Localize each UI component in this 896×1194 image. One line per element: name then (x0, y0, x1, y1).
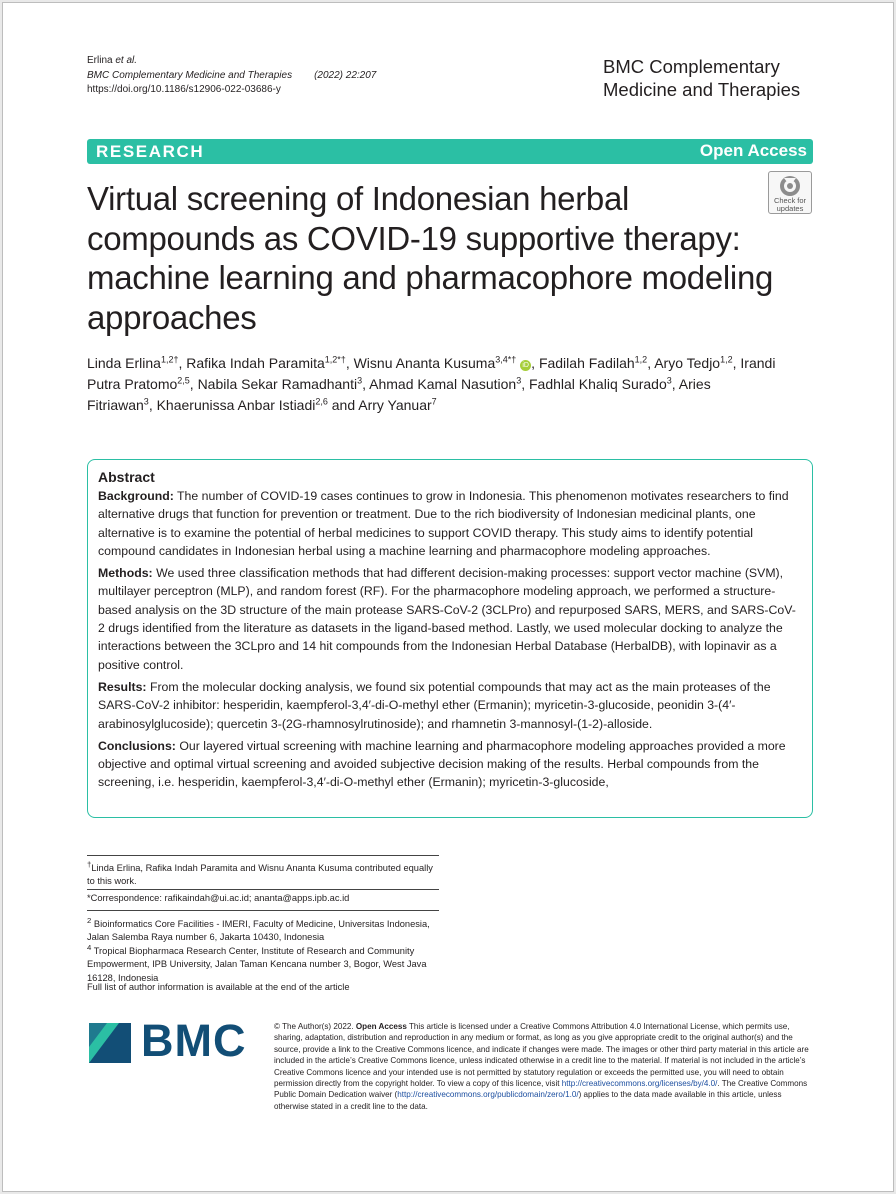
contribution-footnote: †Linda Erlina, Rafika Indah Paramita and Wisnu Ananta Kusuma contributed equally to this work. (87, 860, 433, 887)
author-affiliation-marker: 3 (143, 396, 149, 407)
article-type-banner (87, 139, 813, 164)
author-name: Ahmad Kamal Nasution (369, 376, 517, 392)
year-volume: (2022) 22:207 (314, 69, 377, 81)
et-al: et al. (115, 55, 138, 66)
author-name: Arry Yanuar (358, 397, 432, 413)
author-separator: , (148, 397, 157, 413)
author-separator: , (345, 355, 354, 371)
author-affiliation-marker: 3 (357, 375, 363, 386)
author-separator: , (178, 355, 187, 371)
author-name: Nabila Sekar Ramadhanti (197, 376, 358, 392)
abstract-heading: Abstract (98, 469, 155, 485)
abstract-methods: Methods: We used three classification methods that had different decision-making processes: support vector machine (SVM), multilayer perceptron (MLP), and random forest (RF). For the pharmacophore modeling approach, we performed a structure-based analysis on the 3D structure of the main protease SARS-CoV-2 (3CLPro) and repurposed SARS, MERS, and SARS-CoV-2 drugs identified from the literature as datasets in the ligand-based method. Lastly, we used molecular docking to analyze the interactions between the 3CLpro and 14 hit compounds from the Indonesian Herbal Database (HerbalDB), with lopinavir as a positive control. (98, 566, 796, 672)
journal-name: BMC Complementary Medicine and Therapies (87, 69, 293, 81)
article-page (2, 2, 894, 1192)
author-name: Aries Fitriawan (87, 376, 711, 413)
author-affiliation-marker: 3 (516, 375, 522, 386)
author-list (87, 353, 777, 416)
author-separator: , (521, 376, 529, 392)
bmc-logo (89, 1015, 254, 1066)
journal-masthead-line1: BMC Complementary (603, 56, 780, 77)
full-author-info-note: Full list of author information is available at the end of the article (87, 982, 350, 992)
abstract-box (87, 459, 813, 818)
author-affiliation-marker: 1,2 (634, 354, 648, 365)
check-updates-line2: updates (776, 204, 804, 213)
author-separator: , (647, 355, 655, 371)
cc-zero-link[interactable]: http://creativecommons.org/publicdomain/zero/1.0/ (397, 1090, 579, 1100)
citation-header (87, 54, 376, 98)
license-statement: © The Author(s) 2022. Open Access This article is licensed under a Creative Commons Attribution 4.0 International License, which permits use, sharing, adaptation, distribution and reproduction in any medium or format, as long as you give appropriate credit to the original author(s) and the source, provide a link to the Creative Commons licence, and indicate if changes were made. The images or other third party material in this article are included in the article’s Creative Commons licence, unless indicated otherwise in a credit line to the material. If material is not included in the article’s Creative Commons licence and your intended use is not permitted by statutory regulation or exceeds the permitted use, you will need to obtain permission directly from the copyright holder. To view a copy of this licence, visit http://creativecommons.org/licenses/by/4.0/. The Creative Commons Public Domain Dedication waiver (http://creativecommons.org/publicdomain/zero/1.0/) applies to the data made available in this article, unless otherwise stated in a credit line to the data. (274, 1022, 809, 1111)
author-affiliation-marker: 3,4*† (495, 354, 517, 365)
cc-by-license-link[interactable]: http://creativecommons.org/licenses/by/4.0/ (561, 1079, 718, 1089)
author-separator: , (671, 376, 679, 392)
abstract-conclusions: Conclusions: Our layered virtual screening with machine learning and pharmacophore modeling approaches provided a more objective and optimal virtual screening and avoided subjective decision making of the results. Herbal compounds from the screening, i.e. hesperidin, kaempferol-3,4′-di-O-methyl ether (Ermanin); myricetin-3-glucoside, (98, 738, 786, 790)
author-affiliation-marker: 1,2*† (324, 354, 346, 365)
bmc-logo-text: BMC (141, 1015, 247, 1066)
check-updates-line1: Check for (773, 196, 807, 205)
orcid-icon[interactable]: iD (520, 360, 531, 371)
doi-link[interactable]: https://doi.org/10.1186/s12906-022-03686-y (87, 84, 281, 95)
author-separator: , (531, 355, 539, 371)
author-separator: , (189, 376, 198, 392)
author-affiliation-marker: 3 (666, 375, 672, 386)
author-affiliation-marker: 7 (431, 396, 437, 407)
author-name: Fadhlal Khaliq Surado (529, 376, 667, 392)
footnote-divider (87, 910, 439, 911)
author-name: Wisnu Ananta Kusuma (353, 355, 496, 371)
author-separator: and (327, 397, 359, 413)
journal-masthead (603, 55, 800, 101)
author-affiliation-marker: 2,5 (177, 375, 190, 386)
article-title: Virtual screening of Indonesian herbal compounds as COVID-19 supportive therapy: machine learning and pharmacophore modeling approaches (87, 180, 774, 336)
footnote-divider (87, 855, 439, 856)
open-access-label: Open Access (699, 141, 807, 160)
journal-masthead-line2: Medicine and Therapies (603, 79, 801, 100)
author-name: Linda Erlina (87, 355, 161, 371)
author-name: Aryo Tedjo (654, 355, 721, 371)
abstract-results: Results: From the molecular docking analysis, we found six potential compounds that may act as the main proteases of the SARS-CoV-2 inhibitor: hesperidin, kaempferol-3,4′-di-O-methyl ether (Ermanin); myricetin-3-glucoside, peonidin 3-(4′-arabinosylglucoside); quercetin 3-(2G-rhamnosylrutinoside); and rhamnetin 3-mannosyl-(1-2)-alloside. (98, 679, 771, 731)
correspondence-footnote: *Correspondence: rafikaindah@ui.ac.id; ananta@apps.ipb.ac.id (87, 893, 350, 903)
abstract-background: Background: The number of COVID-19 cases continues to grow in Indonesia. This phenomenon motivates researchers to find alternative drugs that function for prevention or treatment. Due to the rich biodiversity of Indonesian medicinal plants, one alternative is to examine the potential of herbal medicines to support COVID therapy. This study aims to identify potential compound candidates in Indonesian herbal using a machine learning and pharmacophore modeling approaches. (98, 489, 789, 558)
bmc-logo-icon (89, 1023, 131, 1063)
author-name: Rafika Indah Paramita (186, 355, 325, 371)
check-for-updates-button[interactable] (768, 171, 812, 214)
author-name: Khaerunissa Anbar Istiadi (156, 397, 316, 413)
author-separator: , (362, 376, 370, 392)
affiliation-footnote-4: $^4$ Tropical Biopharmaca Research Center, Institute of Research and Community Empowerment, IPB University, Jalan Taman Kencana number 3, Bogor, West Java 16128, Indonesia (87, 943, 427, 983)
affiliation-footnote-2: $^2$ Bioinformatics Core Facilities - IMERI, Faculty of Medicine, Universitas Indonesia, Jalan Salemba Raya number 6, Jakarta 10430, Indonesia (87, 916, 430, 943)
author-separator: , (732, 355, 741, 371)
author-affiliation-marker: 2,6 (315, 396, 328, 407)
short-author: Erlina (87, 55, 113, 66)
author-affiliation-marker: 1,2 (720, 354, 733, 365)
author-name: Irandi Putra Pratomo (87, 355, 776, 392)
author-affiliation-marker: 1,2† (160, 354, 179, 365)
check-updates-icon (778, 175, 802, 197)
section-label: RESEARCH (96, 142, 205, 161)
author-name: Fadilah Fadilah (538, 355, 635, 371)
footnote-divider (87, 889, 439, 890)
